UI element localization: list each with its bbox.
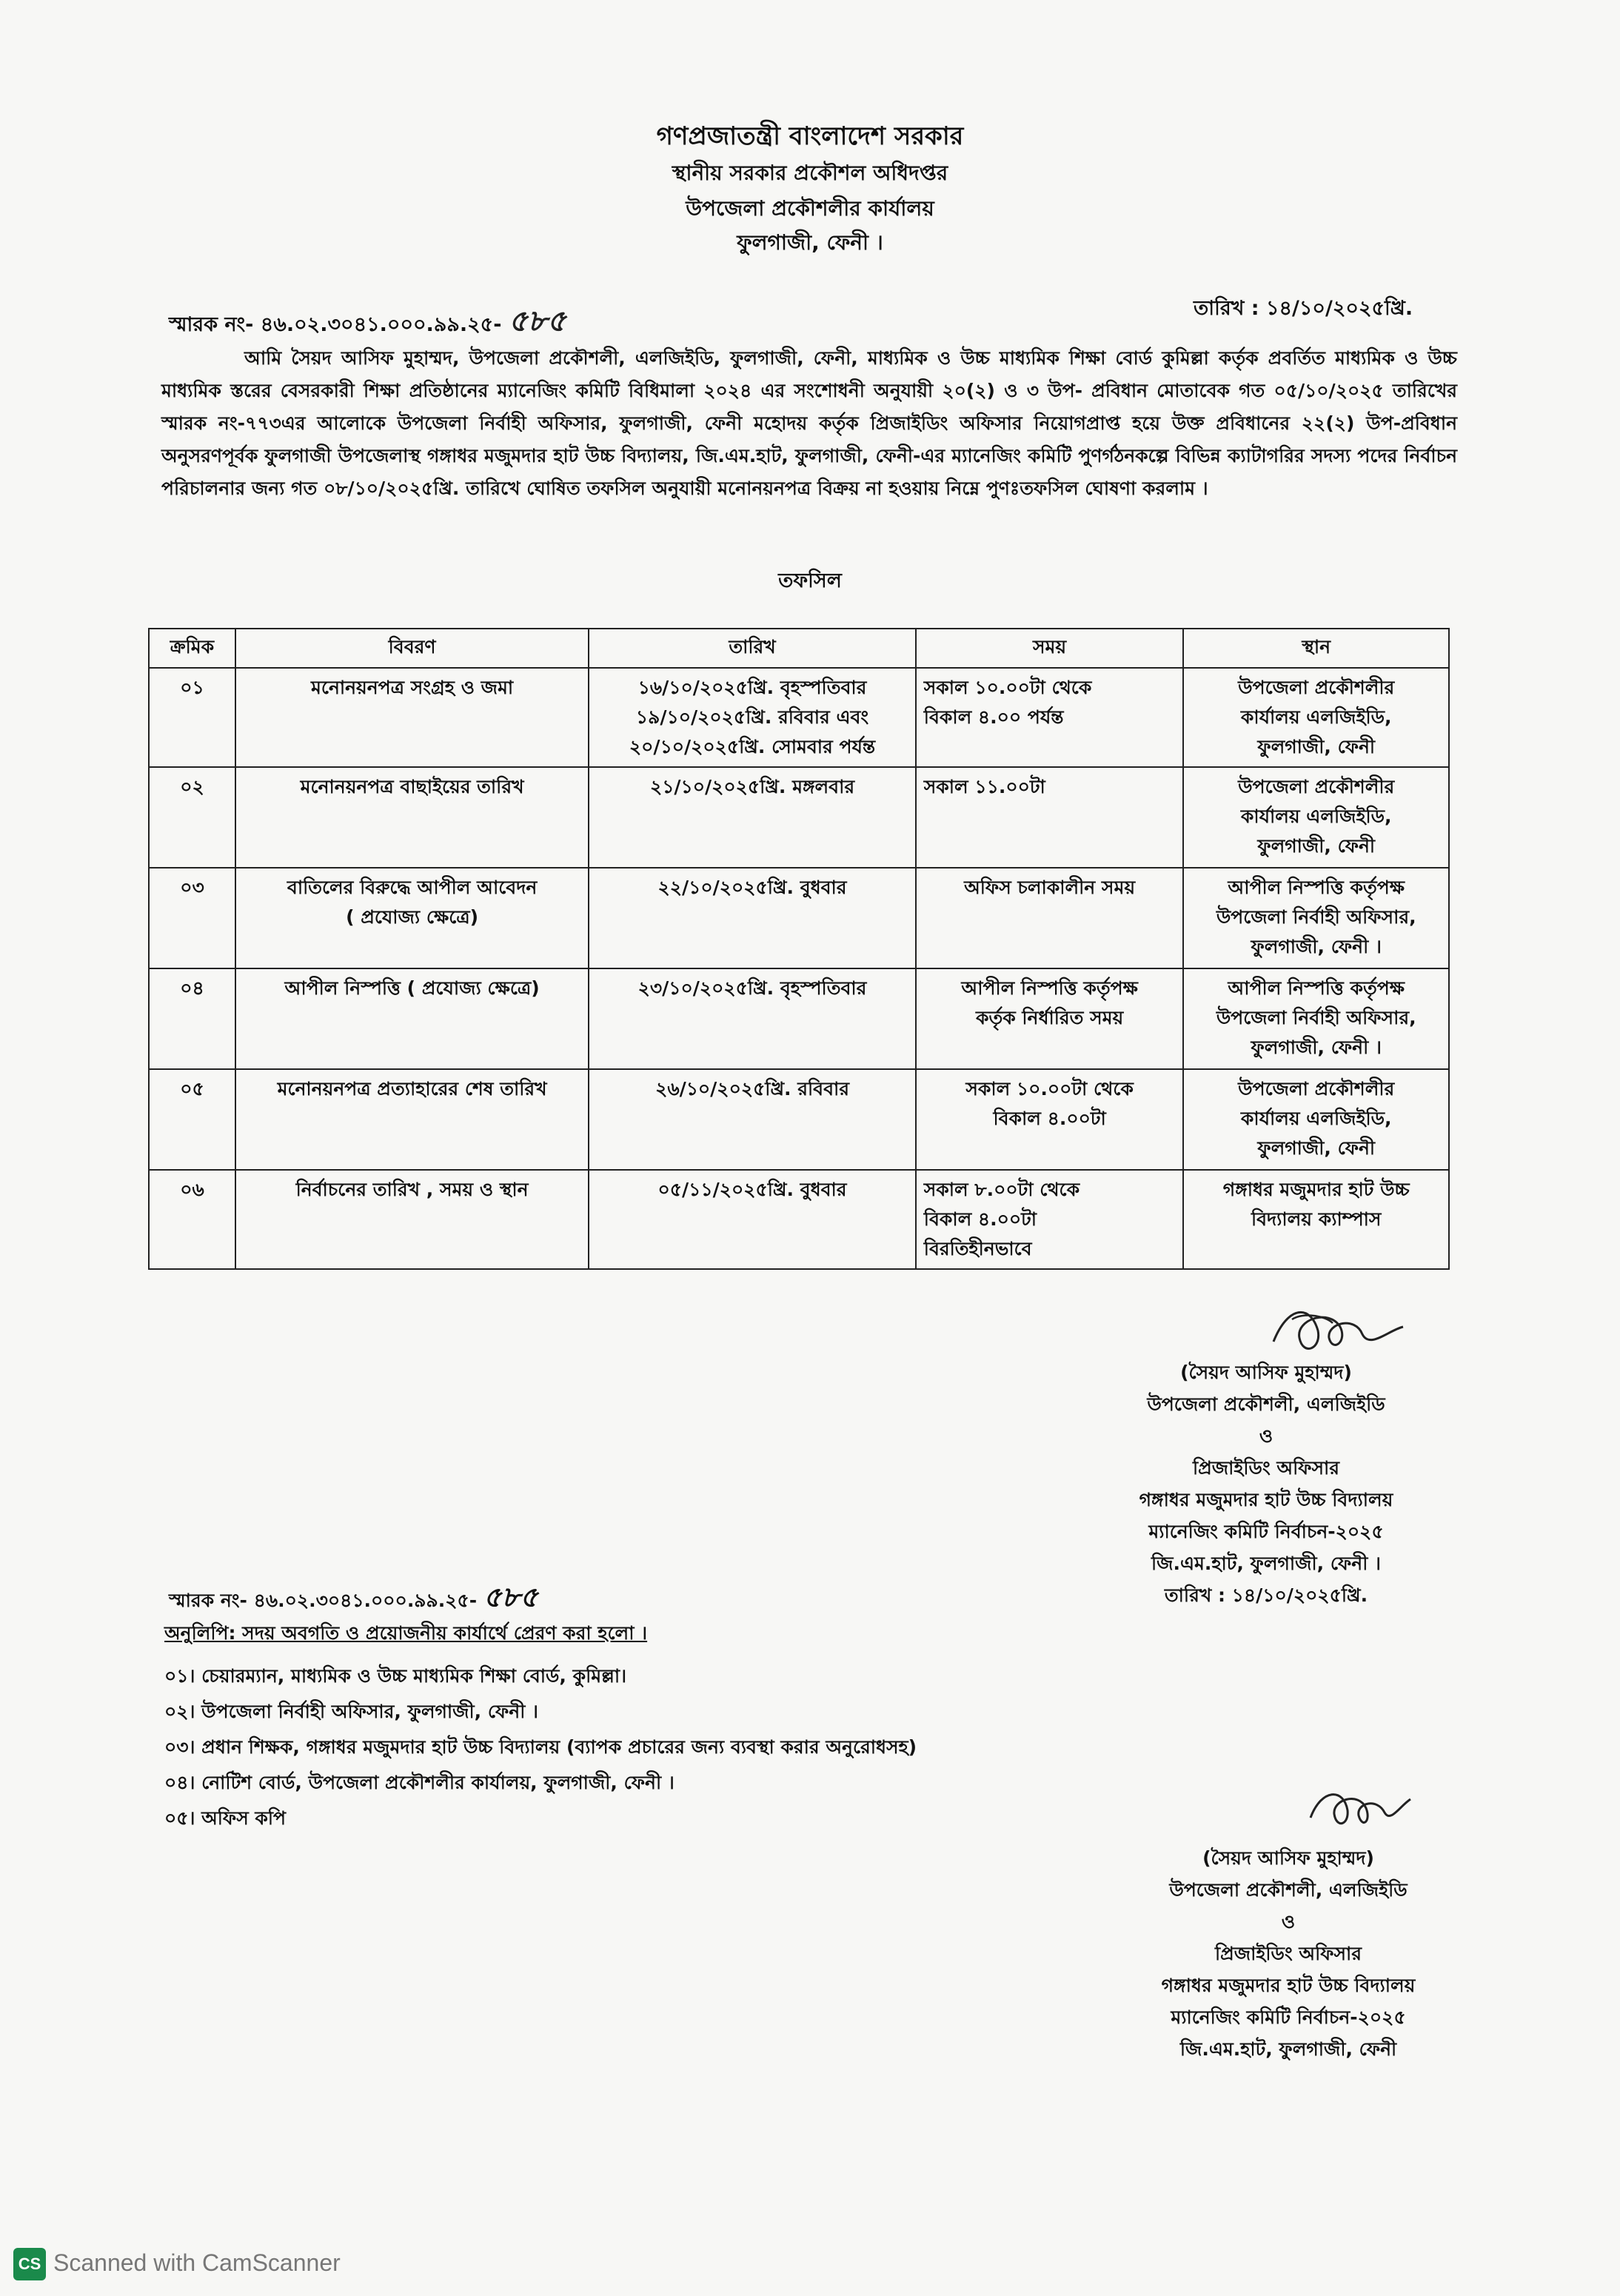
notice-body: আমি সৈয়দ আসিফ মুহাম্মদ, উপজেলা প্রকৌশলী, এলজিইডি, ফুলগাজী, ফেনী, মাধ্যমিক ও উচ্চ মাধ্যমিক শিক্ষা বোর্ড কুমিল্লা কর্তৃক প্রবর্তিত মাধ্যমিক ও উচ্চ মাধ্যমিক স্তরের বেসরকারী শিক্ষা প্রতিষ্ঠানের ম্যানেজিং কমিটি বিধিমালা ২০২৪ এর সংশোধনী অনুযায়ী ২০(২) ও ৩ উপ- প্রবিধান মোতাবেক গত ০৫/১০/২০২৫ তারিখের স্মারক নং-৭৭৩এর আলোকে উপজেলা নির্বাহী অফিসার, ফুলগাজী, ফেনী মহোদয় কর্তৃক প্রিজাইডিং অফিসার নিয়োগপ্রাপ্ত হয়ে উক্ত প্রবিধানের ২২(২) উপ-প্রবিধান অনুসরণপূর্বক ফুলগাজী উপজেলাস্থ গঙ্গাধর মজুমদার হাট উচ্চ বিদ্যালয়, জি.এম.হাট, ফুলগাজী, ফেনী-এর ম্যানেজিং কমিটি পুণর্গঠনকল্পে বিভিন্ন ক্যাটাগরির সদস্য পদের নির্বাচন পরিচালনার জন্য গত ০৮/১০/২০২৫খ্রি. তারিখে ঘোষিত তফসিল অনুযায়ী মনোনয়নপত্র বিক্রয় না হওয়ায় নিম্নে পুণঃতফসিল ঘোষণা করলাম । [161, 347, 1457, 499]
conjunction: ও [1259, 1425, 1273, 1447]
cell-date [589, 668, 916, 767]
cell-description [235, 1069, 589, 1170]
signature-block-1 [1088, 1356, 1444, 1611]
school-name: গঙ্গাধর মজুমদার হাট উচ্চ বিদ্যালয় [1161, 1975, 1416, 1996]
cell-place [1183, 968, 1449, 1069]
memo-handwritten-number: ৫৮৫ [483, 1580, 538, 1613]
signer-address: জি.এম.হাট, ফুলগাজী, ফেনী । [1151, 1553, 1381, 1574]
list-item: ০২। উপজেলা নির্বাহী অফিসার, ফুলগাজী, ফেনী । [164, 1701, 538, 1722]
signer-role: প্রিজাইডিং অফিসার [1214, 1943, 1362, 1964]
line: ফুলগাজী, ফেনী [1257, 835, 1376, 857]
cell-place [1183, 668, 1449, 767]
line: বিকাল ৪.০০টা [993, 1108, 1106, 1129]
cell-serial: ০২ [149, 767, 235, 868]
cell-serial: ০৫ [149, 1069, 235, 1170]
signer-name: (সৈয়দ আসিফ মুহাম্মদ) [1202, 1847, 1374, 1869]
schedule-table [148, 628, 1450, 1270]
line: উপজেলা নির্বাহী অফিসার, [1216, 906, 1416, 928]
list-item: ০৪। নোটিশ বোর্ড, উপজেলা প্রকৌশলীর কার্যালয়, ফুলগাজী, ফেনী । [164, 1772, 675, 1793]
school-name: গঙ্গাধর মজুমদার হাট উচ্চ বিদ্যালয় [1139, 1489, 1393, 1510]
line: ১৬/১০/২০২৫খ্রি. বৃহস্পতিবার [637, 677, 867, 698]
signer-title: উপজেলা প্রকৌশলী, এলজিইডি [1169, 1879, 1408, 1901]
line: ২৬/১০/২০২৫খ্রি. রবিবার [655, 1078, 849, 1100]
cell-description [235, 767, 589, 868]
table-row [149, 1170, 1449, 1269]
line: ২০/১০/২০২৫খ্রি. সোমবার পর্যন্ত [629, 736, 876, 757]
line: ফুলগাজী, ফেনী । [1251, 1037, 1382, 1058]
signature-scribble-1 [1259, 1297, 1407, 1364]
cell-serial: ০৬ [149, 1170, 235, 1269]
govt-title: গণপ্রজাতন্ত্রী বাংলাদেশ সরকার [656, 121, 964, 151]
cell-place [1183, 868, 1449, 968]
line: ( প্রযোজ্য ক্ষেত্রে) [346, 906, 479, 928]
memo-number-2 [169, 1576, 538, 1623]
line: মনোনয়নপত্র বাছাইয়ের তারিখ [300, 776, 524, 797]
cell-date [589, 767, 916, 868]
line: ২১/১০/২০২৫খ্রি. মঙ্গলবার [649, 776, 855, 797]
line: বিকাল ৪.০০ পর্যন্ত [923, 706, 1064, 728]
line: অফিস চলাকালীন সময় [964, 877, 1136, 898]
cell-date [589, 968, 916, 1069]
signer-name: (সৈয়দ আসিফ মুহাম্মদ) [1180, 1362, 1352, 1383]
table-header-row [149, 629, 1449, 668]
line: আপীল নিস্পত্তি কর্তৃপক্ষ [1228, 877, 1405, 898]
line: কার্যালয় এলজিইডি, [1240, 1108, 1392, 1129]
cell-place [1183, 1069, 1449, 1170]
scanner-watermark [0, 2242, 415, 2286]
line: কর্তৃক নির্ধারিত সময় [975, 1007, 1124, 1028]
schedule-title: তফসিল [778, 569, 842, 592]
list-item: ০৩। প্রধান শিক্ষক, গঙ্গাধর মজুমদার হাট উচ্চ বিদ্যালয় (ব্যাপক প্রচারের জন্য ব্যবস্থা করার অনুরোধসহ) [164, 1736, 917, 1758]
table-row [149, 1069, 1449, 1170]
signature-scribble-2 [1303, 1777, 1414, 1836]
cell-place [1183, 1170, 1449, 1269]
signer-title: উপজেলা প্রকৌশলী, এলজিইডি [1147, 1393, 1385, 1415]
watermark-text: Scanned with CamScanner [53, 2249, 341, 2276]
cell-time [916, 868, 1184, 968]
memo-handwritten-number: ৫৮৫ [508, 304, 566, 338]
header-serial: ক্রমিক [149, 629, 235, 668]
line: আপীল নিস্পত্তি কর্তৃপক্ষ [1228, 977, 1405, 999]
cc-title: অনুলিপি: সদয় অবগতি ও প্রয়োজনীয় কার্যার্থে প্রেরণ করা হলো । [164, 1622, 648, 1644]
line: আপীল নিস্পত্তি কর্তৃপক্ষ [961, 977, 1138, 999]
line: ০৫/১১/২০২৫খ্রি. বুধবার [657, 1179, 847, 1200]
line: কার্যালয় এলজিইডি, [1240, 706, 1392, 728]
cell-time [916, 767, 1184, 868]
office-location: ফুলগাজী, ফেনী । [737, 230, 883, 255]
cell-description [235, 668, 589, 767]
cell-date [589, 1170, 916, 1269]
conjunction: ও [1281, 1911, 1296, 1932]
memo-prefix: স্মারক নং- ৪৬.০২.৩০৪১.০০০.৯৯.২৫- [169, 1590, 478, 1611]
cell-serial: ০১ [149, 668, 235, 767]
line: সকাল ১০.০০টা থেকে [965, 1078, 1134, 1100]
line: উপজেলা নির্বাহী অফিসার, [1216, 1007, 1416, 1028]
cell-description [235, 968, 589, 1069]
line: বিরতিহীনভাবে [923, 1238, 1032, 1259]
line: উপজেলা প্রকৌশলীর [1238, 1078, 1395, 1100]
list-item: ০৫। অফিস কপি [164, 1807, 287, 1829]
cell-description [235, 1170, 589, 1269]
cell-place [1183, 767, 1449, 868]
line: সকাল ৮.০০টা থেকে [923, 1179, 1080, 1200]
cell-date [589, 1069, 916, 1170]
issue-date: তারিখ : ১৪/১০/২০২৫খ্রি. [1194, 297, 1413, 320]
cc-list [164, 1659, 917, 1836]
header-date: তারিখ [589, 629, 916, 668]
signature-date: তারিখ : ১৪/১০/২০২৫খ্রি. [1164, 1584, 1368, 1606]
header-description: বিবরণ [235, 629, 589, 668]
line: সকাল ১১.০০টা [923, 776, 1045, 797]
table-row [149, 968, 1449, 1069]
line: বিদ্যালয় ক্যাম্পাস [1251, 1208, 1382, 1230]
line: আপীল নিস্পত্তি ( প্রযোজ্য ক্ষেত্রে) [284, 977, 540, 999]
cell-serial: ০৩ [149, 868, 235, 968]
line: মনোনয়নপত্র প্রত্যাহারের শেষ তারিখ [277, 1078, 547, 1100]
line: নির্বাচনের তারিখ , সময় ও স্থান [295, 1179, 529, 1200]
memo-number [169, 298, 566, 347]
table-row [149, 668, 1449, 767]
line: মনোনয়নপত্র সংগ্রহ ও জমা [311, 677, 514, 698]
line: ফুলগাজী, ফেনী [1257, 736, 1376, 757]
signer-address: জি.এম.হাট, ফুলগাজী, ফেনী [1179, 2038, 1397, 2060]
cell-time [916, 1170, 1184, 1269]
memo-prefix: স্মারক নং- ৪৬.০২.৩০৪১.০০০.৯৯.২৫- [169, 313, 502, 336]
line: সকাল ১০.০০টা থেকে [923, 677, 1092, 698]
cell-serial: ০৪ [149, 968, 235, 1069]
line: ২২/১০/২০২৫খ্রি. বুধবার [657, 877, 847, 898]
line: উপজেলা প্রকৌশলীর [1238, 677, 1395, 698]
line: বিকাল ৪.০০টা [923, 1208, 1037, 1230]
department-name: স্থানীয় সরকার প্রকৌশল অধিদপ্তর [672, 161, 948, 185]
cell-time [916, 668, 1184, 767]
line: ফুলগাজী, ফেনী [1257, 1137, 1376, 1159]
line: গঙ্গাধর মজুমদার হাট উচ্চ [1222, 1179, 1410, 1200]
list-item: ০১। চেয়ারম্যান, মাধ্যমিক ও উচ্চ মাধ্যমিক শিক্ষা বোর্ড, কুমিল্লা। [164, 1665, 627, 1687]
header-place: স্থান [1183, 629, 1449, 668]
table-row [149, 767, 1449, 868]
line: ১৯/১০/২০২৫খ্রি. রবিবার এবং [635, 706, 869, 728]
header-time: সময় [916, 629, 1184, 668]
camscanner-logo-icon: CS [13, 2248, 46, 2280]
committee-election: ম্যানেজিং কমিটি নির্বাচন-২০২৫ [1148, 1521, 1384, 1542]
office-name: উপজেলা প্রকৌশলীর কার্যালয় [686, 196, 934, 221]
line: বাতিলের বিরুদ্ধে আপীল আবেদন [287, 877, 538, 898]
cell-date [589, 868, 916, 968]
line: উপজেলা প্রকৌশলীর [1238, 776, 1395, 797]
committee-election: ম্যানেজিং কমিটি নির্বাচন-২০২৫ [1171, 2007, 1406, 2028]
line: ২৩/১০/২০২৫খ্রি. বৃহস্পতিবার [637, 977, 867, 999]
table-row [149, 868, 1449, 968]
line: ফুলগাজী, ফেনী । [1251, 936, 1382, 957]
cell-time [916, 968, 1184, 1069]
signer-role: প্রিজাইডিং অফিসার [1192, 1457, 1340, 1479]
cell-time [916, 1069, 1184, 1170]
cell-description [235, 868, 589, 968]
signature-block-2 [1133, 1842, 1444, 2065]
line: কার্যালয় এলজিইডি, [1240, 806, 1392, 827]
